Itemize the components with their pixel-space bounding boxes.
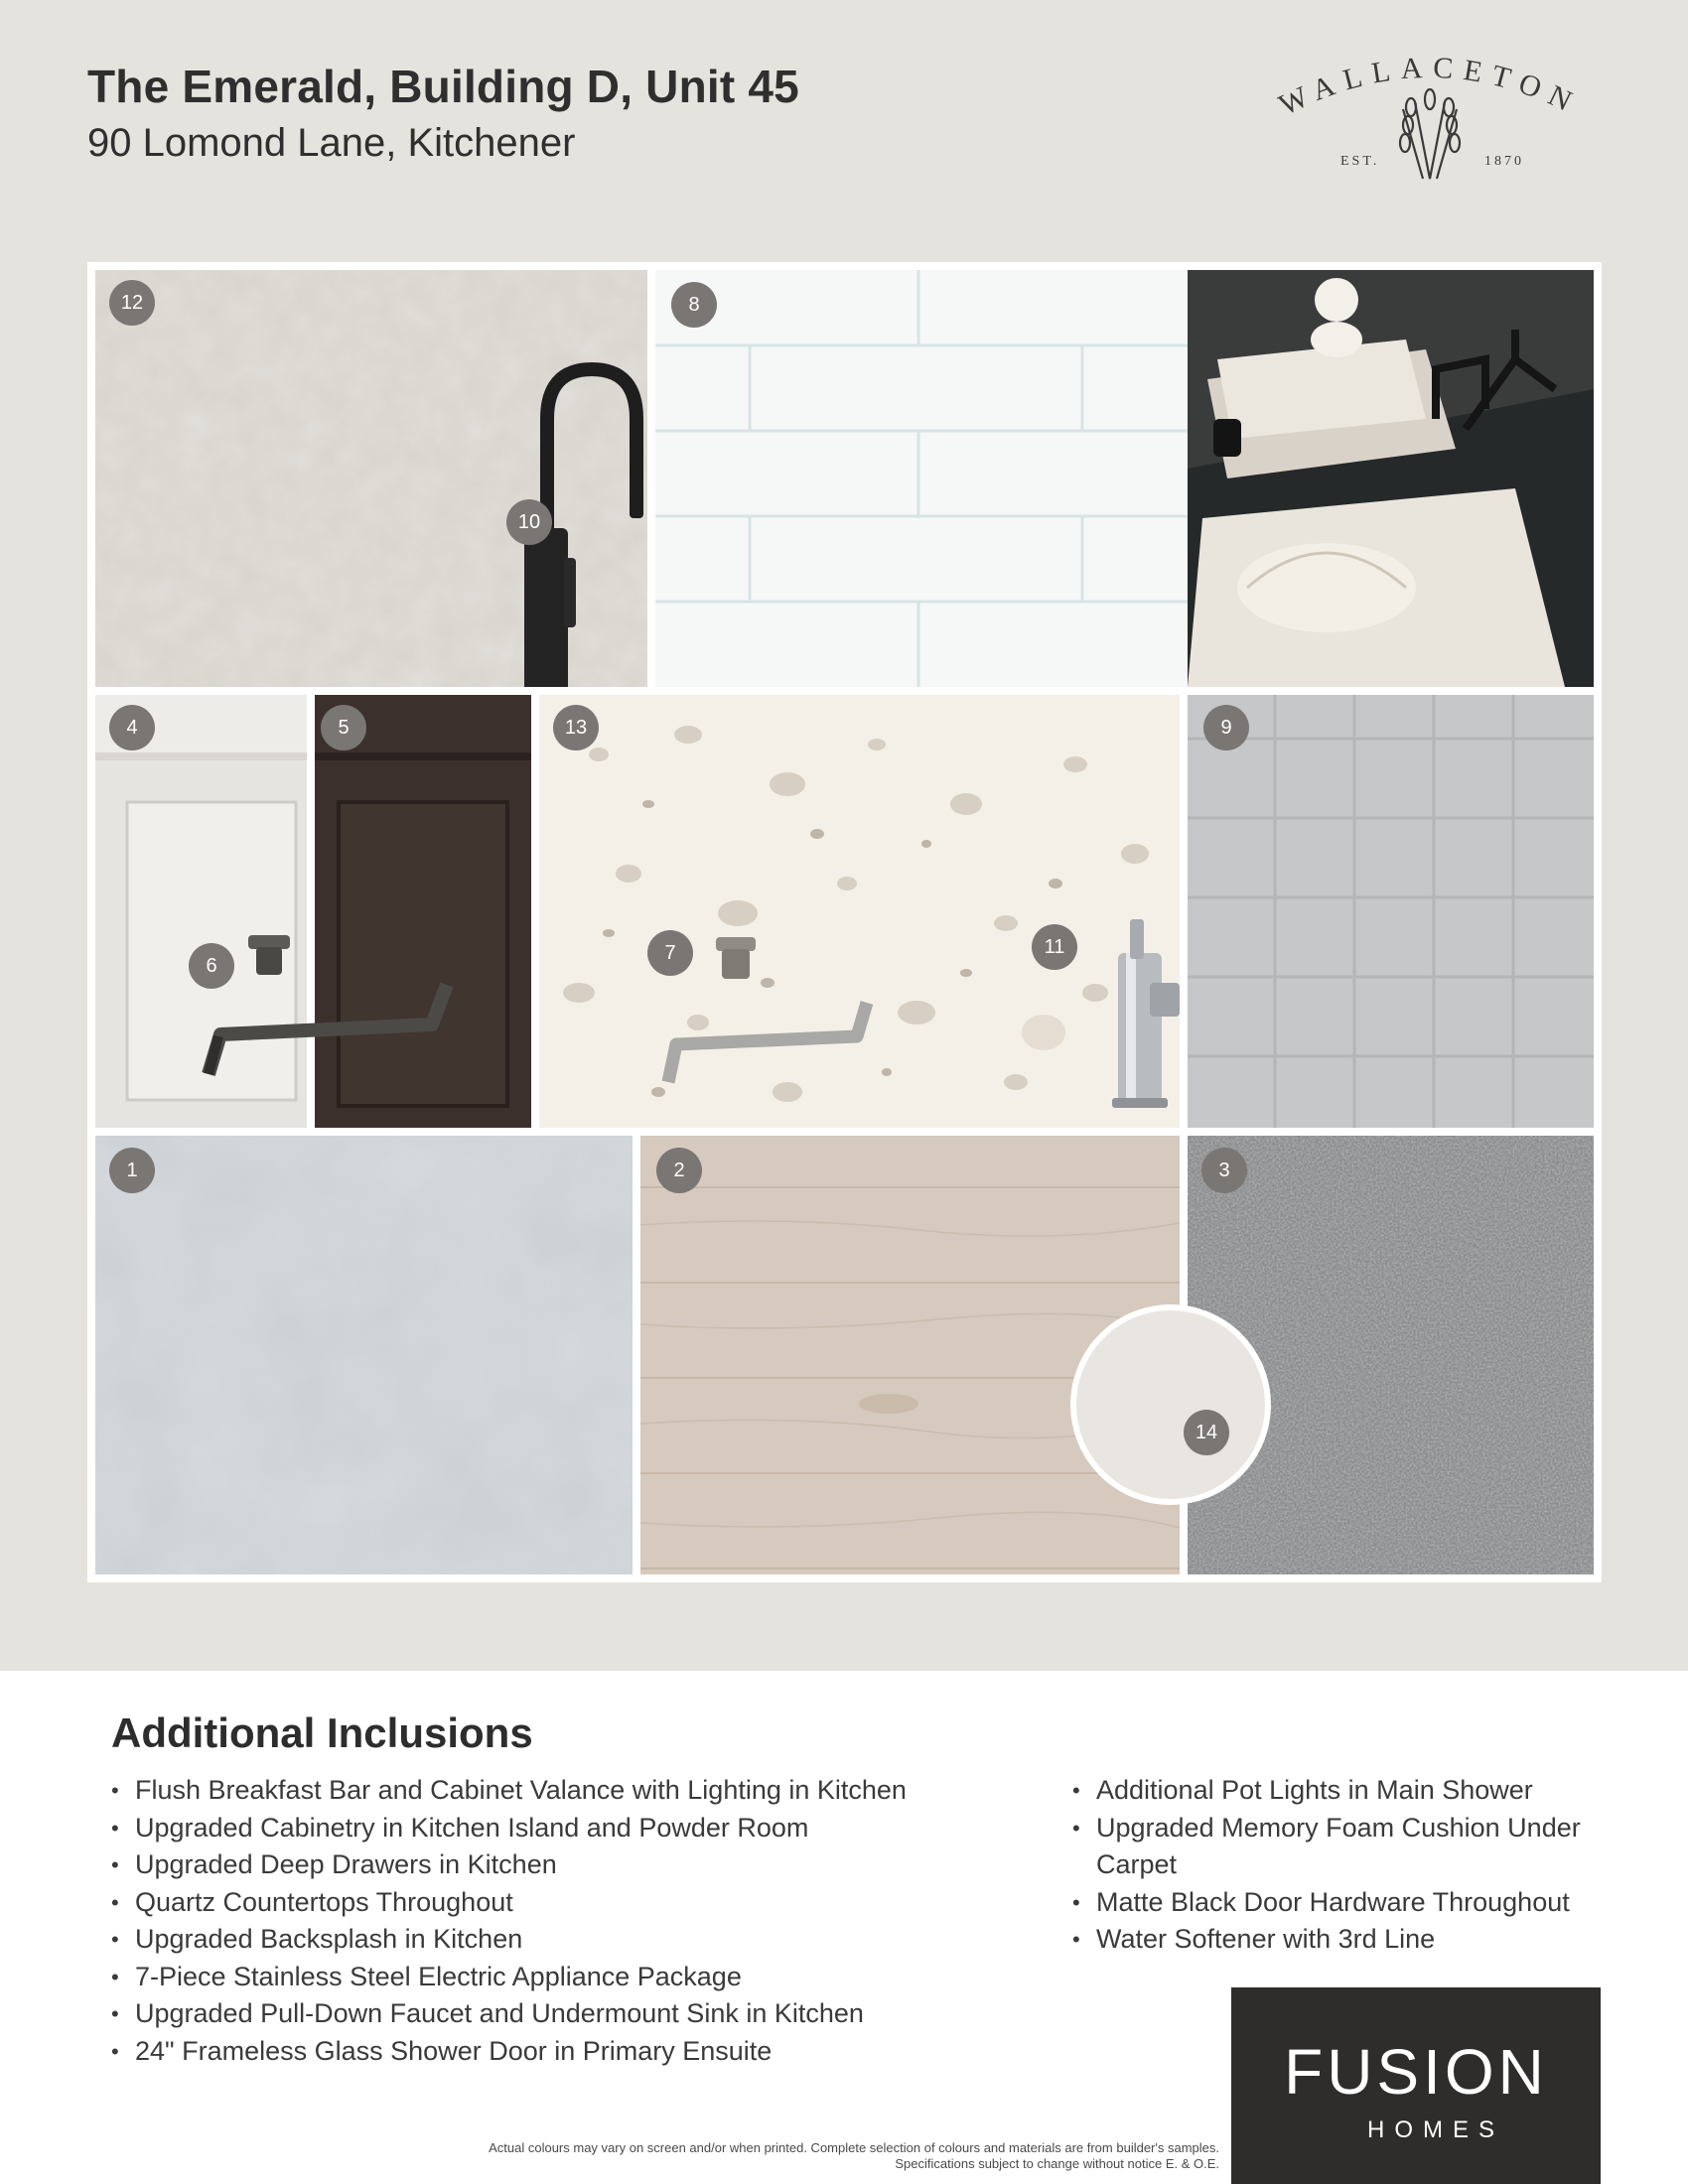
disclaimer-line-1: Actual colours may vary on screen and/or when printed. Complete selection of colours and materials are from builder's samples. bbox=[489, 2140, 1219, 2155]
builder-sub: HOMES bbox=[1366, 2116, 1504, 2143]
wallaceton-logo bbox=[1246, 48, 1614, 197]
swatch-badge: 5 bbox=[321, 705, 366, 751]
list-item: • 24" Frameless Glass Shower Door in Primary Ensuite bbox=[111, 2033, 1064, 2071]
swatch-badge: 13 bbox=[553, 705, 599, 751]
swatch-badge: 4 bbox=[109, 705, 155, 751]
swatch-badge: 11 bbox=[1032, 924, 1077, 970]
builder-brand: FUSION bbox=[1284, 2036, 1548, 2108]
list-item: • Upgraded Cabinetry in Kitchen Island and Powder Room bbox=[111, 1810, 1064, 1847]
swatch-badge: 7 bbox=[647, 930, 693, 976]
fusion-homes-logo bbox=[1231, 1987, 1601, 2184]
inclusions-list-right bbox=[1072, 1772, 1638, 1959]
swatch-badge: 10 bbox=[506, 499, 552, 545]
list-item: • Additional Pot Lights in Main Shower bbox=[1072, 1772, 1638, 1810]
list-item: • Flush Breakfast Bar and Cabinet Valance with Lighting in Kitchen bbox=[111, 1772, 1064, 1810]
swatch-badge: 1 bbox=[109, 1148, 155, 1193]
swatch-floor-tile bbox=[95, 1136, 633, 1574]
grey-square-tile-pattern bbox=[1188, 695, 1594, 1128]
page-subtitle: 90 Lomond Lane, Kitchener bbox=[87, 121, 576, 165]
subway-tile-pattern bbox=[655, 270, 1188, 687]
swatch-badge: 6 bbox=[189, 943, 234, 989]
list-item: • Upgraded Memory Foam Cushion Under Carpet bbox=[1072, 1810, 1638, 1884]
list-item: • 7-Piece Stainless Steel Electric Appliance Package bbox=[111, 1959, 1064, 1996]
material-board bbox=[87, 262, 1602, 1582]
svg-text:WALLACETON bbox=[1274, 52, 1586, 122]
floor-tile-texture bbox=[95, 1136, 633, 1574]
lifestyle-photo bbox=[1188, 270, 1594, 687]
wheat-icon bbox=[1400, 89, 1460, 179]
logo-wordmark: WALLACETON bbox=[1274, 51, 1586, 122]
swatch-quartz-countertop bbox=[95, 270, 647, 687]
swatch-terrazzo bbox=[539, 695, 1180, 1128]
page-title: The Emerald, Building D, Unit 45 bbox=[87, 61, 799, 112]
list-item: • Upgraded Deep Drawers in Kitchen bbox=[111, 1846, 1064, 1884]
list-item: • Upgraded Pull-Down Faucet and Undermount Sink in Kitchen bbox=[111, 1995, 1064, 2033]
bronze-hardware-icon bbox=[199, 925, 496, 1114]
inclusions-list-left bbox=[111, 1772, 1064, 2070]
swatch-badge: 14 bbox=[1184, 1410, 1229, 1455]
list-item: • Matte Black Door Hardware Throughout bbox=[1072, 1884, 1638, 1922]
swatch-paint-colour bbox=[1070, 1304, 1271, 1505]
swatch-subway-backsplash bbox=[655, 270, 1188, 687]
inclusions-heading: Additional Inclusions bbox=[111, 1709, 533, 1756]
swatch-grey-tile bbox=[1188, 695, 1594, 1128]
disclaimer-line-2: Specifications subject to change without notice E. & O.E. bbox=[895, 2156, 1219, 2171]
logo-est: EST. bbox=[1340, 154, 1380, 169]
list-item: • Quartz Countertops Throughout bbox=[111, 1884, 1064, 1922]
bath-faucet-icon bbox=[1090, 913, 1180, 1122]
decor-photo-illustration bbox=[1188, 270, 1594, 687]
nickel-hardware-icon bbox=[658, 933, 887, 1102]
swatch-badge: 3 bbox=[1201, 1148, 1247, 1193]
swatch-badge: 12 bbox=[109, 280, 155, 326]
list-item: • Upgraded Backsplash in Kitchen bbox=[111, 1921, 1064, 1959]
list-item: • Water Softener with 3rd Line bbox=[1072, 1921, 1638, 1959]
swatch-badge: 8 bbox=[671, 282, 717, 328]
swatch-badge: 9 bbox=[1203, 705, 1249, 751]
logo-year: 1870 bbox=[1484, 154, 1524, 169]
swatch-badge: 2 bbox=[656, 1148, 702, 1193]
disclaimer bbox=[226, 2140, 1219, 2172]
